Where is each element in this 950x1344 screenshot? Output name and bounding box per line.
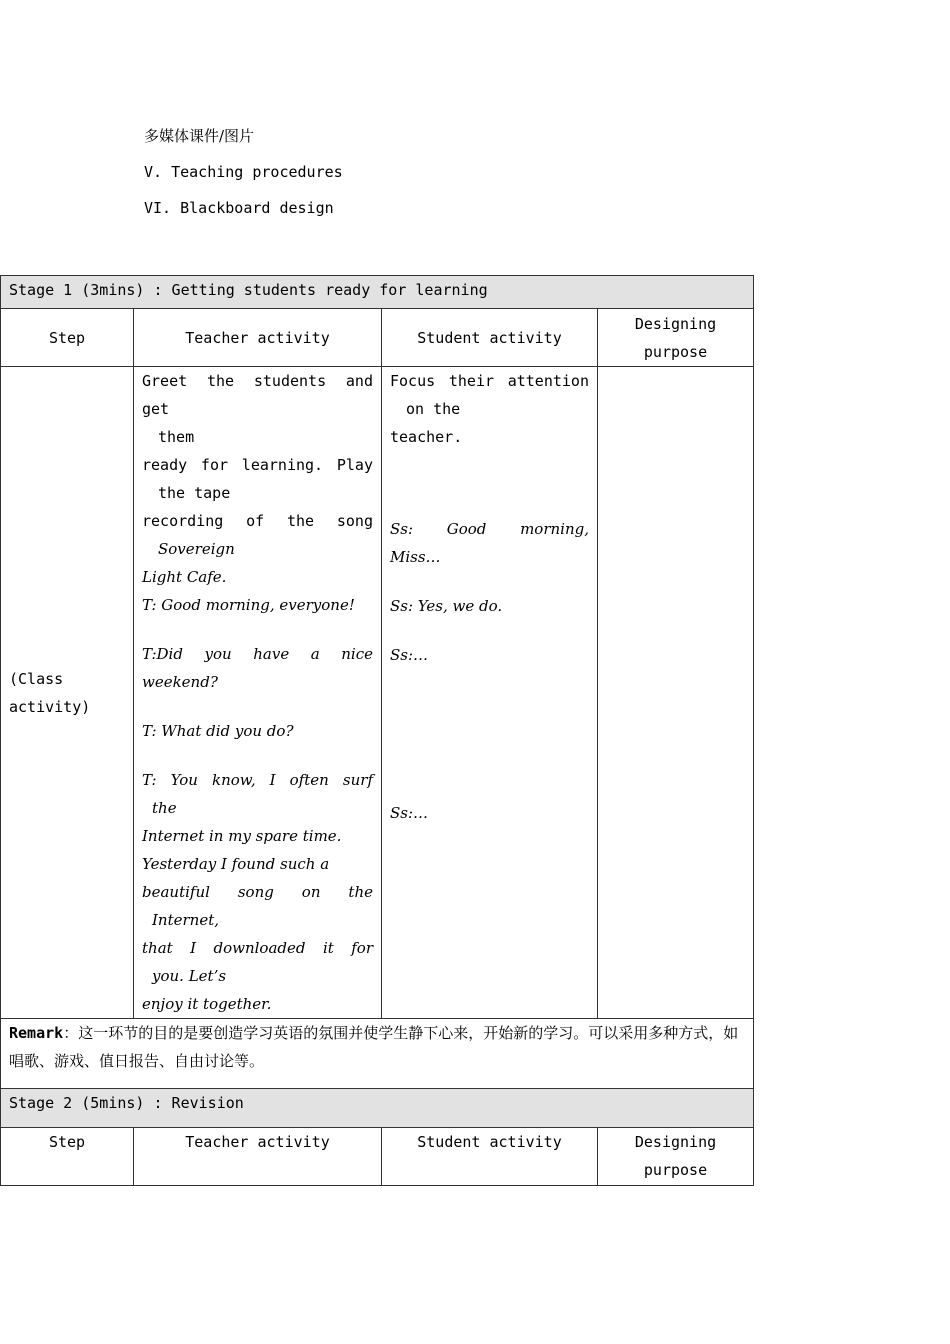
- stage2-title: Stage 2 (5mins) : Revision: [1, 1089, 754, 1128]
- stage1-student-cell: Focus their attention on the teacher. Ss: Good morning, Miss… Ss: Yes, we do. Ss:… Ss:…: [382, 367, 598, 1019]
- stage1-title-row: [1, 276, 754, 309]
- blackboard-design-heading: VI. Blackboard design: [144, 199, 334, 217]
- stage2-purpose-header: Designing purpose: [598, 1128, 754, 1186]
- stage1-step-cell: (Class activity): [1, 367, 134, 1019]
- stage1-purpose-header: Designing purpose: [598, 309, 754, 367]
- stage1-title: Stage 1 (3mins) : Getting students ready for learning: [1, 276, 754, 309]
- stage2-student-header: Student activity: [382, 1128, 598, 1186]
- stage1-student-header: Student activity: [382, 309, 598, 367]
- stage2-teacher-header: Teacher activity: [134, 1128, 382, 1186]
- stage1-teacher-cell: Greet the students and get them ready for learning. Play the tape recording of the song Sovereign Light Cafe. T: Good morning, everyone! T:Did you have a nice weekend? T: What did you do? T: You know, I often surf the Internet in my spare time. Yesterday I found such a beautiful song on the Internet, that I downloaded it for you. Let’s enjoy it together.: [134, 367, 382, 1019]
- stage1-remark-row: [1, 1019, 754, 1089]
- stage1-purpose-cell: [598, 367, 754, 1019]
- stage1-content-row: [1, 367, 754, 1019]
- lesson-plan-table: [0, 275, 754, 1186]
- teaching-procedures-heading: V. Teaching procedures: [144, 163, 343, 181]
- intro-block: [144, 118, 343, 226]
- stage2-title-row: [1, 1089, 754, 1128]
- stage1-step-header: Step: [1, 309, 134, 367]
- materials-line: 多媒体课件/图片: [144, 127, 255, 145]
- stage1-remark: Remark：这一环节的目的是要创造学习英语的氛围并使学生静下心来，开始新的学习。可以采用多种方式，如唱歌、游戏、值日报告、自由讨论等。: [1, 1019, 754, 1089]
- stage1-header-row: [1, 309, 754, 367]
- stage2-step-header: Step: [1, 1128, 134, 1186]
- stage2-header-row: [1, 1128, 754, 1186]
- stage1-teacher-header: Teacher activity: [134, 309, 382, 367]
